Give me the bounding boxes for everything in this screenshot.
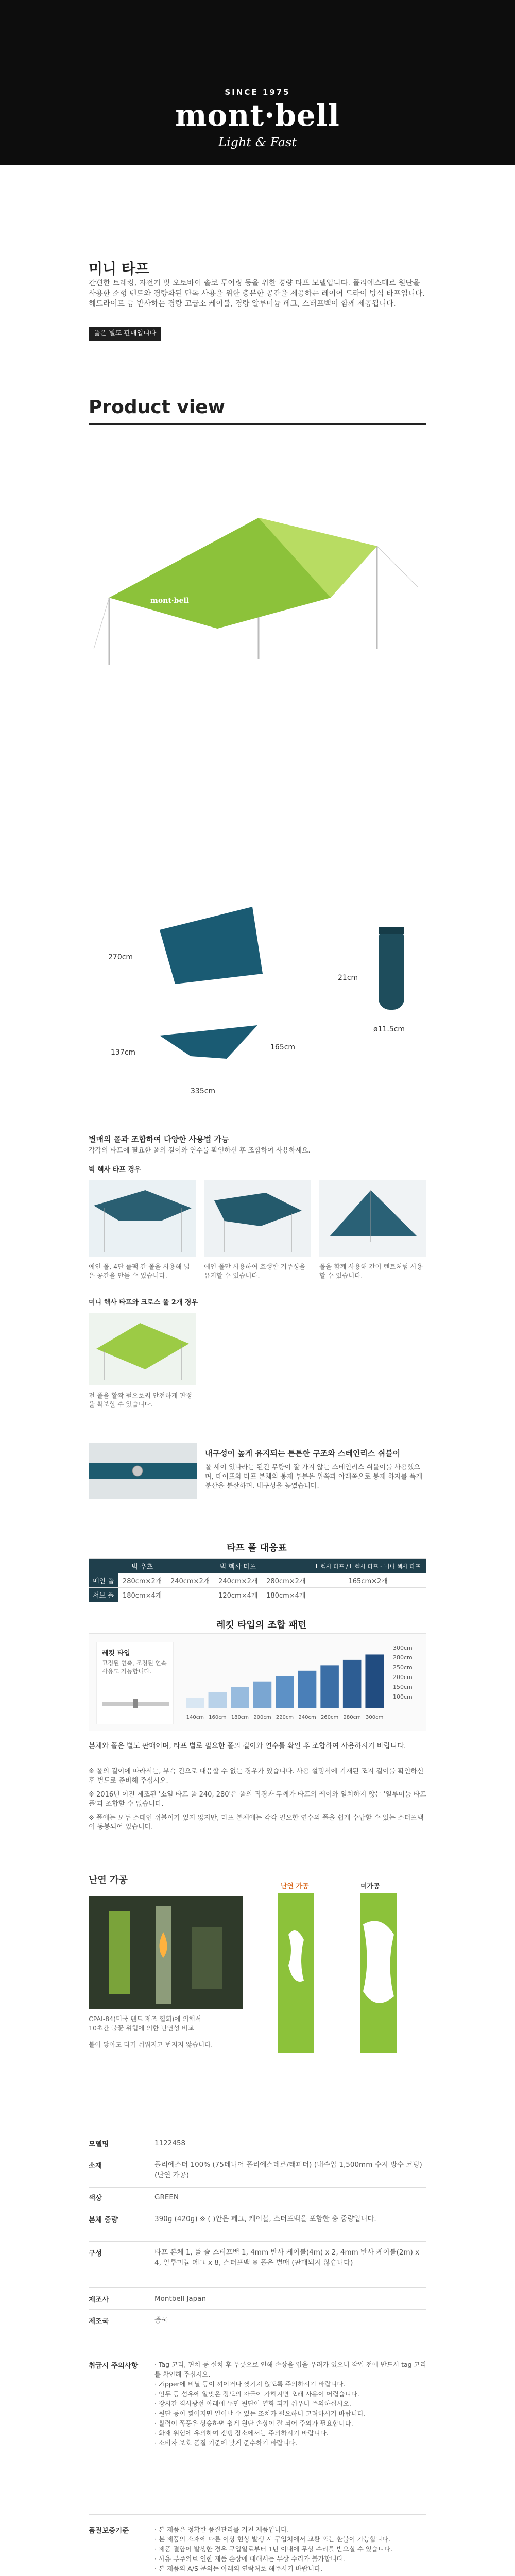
table-cell: 280cm×2개 [262,1573,310,1588]
table-cell [310,1588,426,1602]
combo-legend [393,1643,424,1702]
quality-item: · 제품 결함이 발생한 경우 구입일로부터 1년 이내에 무상 수리를 받으실 수 있습니다. [154,2545,393,2553]
flame-caption-2: 10초간 불꽃 위협에 의한 난연성 비교 [89,2024,194,2032]
care-label: 취급시 주의사항 [89,2362,138,2370]
tarp-dimension-diagram [149,907,278,1082]
logo-tagline: Light & Fast [218,135,297,149]
legend-item: 200cm [393,1674,413,1681]
spec-label: 모델명 [89,2140,109,2148]
care-list [154,2360,427,2448]
usage-group1-label: 빅 헥사 타프 경우 [89,1166,141,1174]
quality-item: · 본 제품은 정확한 품질관리를 거친 제품입니다. [154,2526,289,2533]
combo-bar-label: 220cm [276,1715,294,1720]
legend-item: 150cm [393,1684,413,1690]
section-divider [89,423,426,425]
usage-photo-2 [204,1180,311,1257]
spec-value: 타프 본체 1, 폴 슬 스터프백 1, 4mm 반사 케이블(4m) x 2, 4mm 반사 케이블(2m) x 4, 알루미늄 페그 x 8, 스터프백 ※ 폴은 별매 (판매되지 않습니다) [154,2248,420,2267]
logo-wordmark: mont·bell [175,98,340,133]
product-view-title: Product view [89,397,225,418]
care-item: · 원단 등이 찢어지면 일어날 수 있는 조치가 필요하니 고려하시기 바랍니다. [154,2410,366,2417]
usage-heading: 별매의 폴과 조합하여 다양한 사용법 가능 [89,1134,229,1144]
flame-title: 난연 가공 [89,1875,128,1886]
product-title: 미니 타프 [89,260,149,277]
brand-header [0,0,515,165]
combo-bar-label: 240cm [298,1715,316,1720]
spec-value: 390g (420g) ※ ( )안은 페그, 케이블, 스터프백을 포함한 총 중량입니다. [154,2215,376,2223]
care-item: · 활력이 폭풍우 상승하면 쉽게 원단 손상이 잘 되어 주의가 필요합니다. [154,2419,353,2427]
usage-subheading: 각각의 타프에 필요한 폴의 길이와 연수를 확인하신 후 조합하여 사용하세요. [89,1147,311,1155]
usage-caption-4: 전 폴을 활짝 펼으로써 안전하게 판정을 확보할 수 있습니다. [89,1392,192,1408]
combo-bar [320,1665,339,1708]
spec-rule [89,2309,426,2310]
care-item: · 장시간 직사광선 아래에 두면 원단이 열화 되기 쉬우니 주의하십시오. [154,2400,351,2408]
combo-side-box [96,1642,174,1724]
legend-item: 250cm [393,1664,413,1671]
combo-side-text: 고정된 연축, 조정된 연속 사용도 가능합니다. [102,1659,167,1675]
care-rule [89,2514,426,2515]
quality-item: · 본 제품의 A/S 문의는 아래의 연락처로 해주시기 바랍니다. [154,2565,323,2572]
combo-note-2: ※ 폴의 길이에 따라서는, 부속 건으로 대응할 수 없는 경우가 있습니다. 사용 설명서에 기재된 조지 길이를 확인하신 후 별도로 준비해 주십시오. [89,1768,424,1785]
spec-label: 제조사 [89,2296,109,2304]
spec-rule [89,2287,426,2288]
flame-treated-label: 난연 가공 [281,1883,309,1890]
spec-value: 중국 [154,2316,168,2325]
care-item: · 소비자 보호 품질 기준에 맞게 준수하기 바랍니다. [154,2439,298,2447]
spec-value: 폴리에스터 100% (75데니어 폴리에스테르/태피터) (내수압 1,500mm 수지 방수 코팅) (난연 가공) [154,2161,422,2179]
combo-side-title: 레킷 타입 [102,1650,130,1657]
stuff-bag-image [371,917,412,1020]
combo-panel [89,1633,426,1731]
combo-bar-label: 300cm [366,1715,384,1720]
svg-text:mont·bell: mont·bell [150,597,190,605]
feature-photo [89,1443,197,1499]
quality-list [154,2524,427,2573]
fabric-treated-sample [273,1893,319,2053]
care-item: · Tag 고리, 핀치 등 설치 후 무릇으로 인해 손상을 입을 우려가 있으니 작업 전에 반드시 tag 고리를 확인해 주십시오. [154,2361,426,2378]
table-header-cell: 빅 헥사 타프 [166,1559,310,1573]
table-row [89,1573,426,1588]
table-cell: 165cm×2개 [310,1573,426,1588]
combo-title: 레킷 타입의 조합 패턴 [216,1620,307,1631]
usage-photo-1 [89,1180,196,1257]
combo-bar-label: 280cm [343,1715,361,1720]
product-description: 간편한 트레킹, 자전거 및 오토바이 솔로 투어링 등을 위한 경량 타프 모델입니다. 폴리에스테르 원단을 사용한 소형 텐트와 경량화된 단독 사용을 위한 충분한 공간을 제공하는 레이어 드라이 방식 타프입니다. 헤드라이트 등 반사하는 경량 고급소 케이블, 경량 알루미늄 페그, 스터프백이 함께 제공됩니다. [89,279,425,308]
table-cell: 180cm×4개 [262,1588,310,1602]
logo-since-text: SINCE 1975 [225,88,290,97]
pole-joint-icon [102,1689,169,1720]
dim-width-label: 270cm [108,953,133,961]
table-cell: 280cm×2개 [118,1573,166,1588]
spec-label: 제조국 [89,2317,109,2326]
combo-bar [365,1654,384,1708]
combo-bar [343,1660,362,1708]
table-cell: 240cm×2개 [166,1573,214,1588]
combo-bar-label: 260cm [320,1715,339,1720]
legend-item: 100cm [393,1693,413,1700]
table-cell: 메인 폴 [89,1573,118,1588]
spec-rule [89,2187,426,2188]
feature-text: 폴 세이 있다라는 된긴 무량이 잘 가지 않는 스테인리스 쉬블이를 사용했으며, 테이프와 타프 본체의 봉제 부분은 위쪽과 아래쪽으로 봉제 하자를 폭게 분산을 분산하며, 내구성을 높였습니다. [205,1464,423,1490]
usage-caption-3: 폴을 함께 사용해 간이 텐트처럼 사용할 수 있습니다. [319,1263,423,1279]
combo-bar-label: 160cm [209,1715,227,1720]
dim-depth-label: 335cm [191,1087,216,1095]
legend-item: 300cm [393,1645,413,1651]
combo-bar [231,1687,249,1708]
table-header-cell: L 헥사 타프 / L 헥사 타프 - 미니 헥사 타프 [310,1559,426,1573]
fabric-untreated-sample [355,1893,402,2053]
combo-bar [276,1676,294,1708]
dim-bag-diameter-label: ø11.5cm [373,1025,405,1033]
flame-untreated-label: 미가공 [360,1883,380,1890]
table-cell: 180cm×4개 [118,1588,166,1602]
spec-label: 구성 [89,2249,102,2258]
table-cell [166,1588,214,1602]
care-item: · Zipper에 비닐 등이 끼이거나 찢기지 않도록 주의하시기 바랍니다. [154,2380,346,2388]
combo-bar [253,1682,272,1708]
combo-bar [186,1698,204,1708]
combo-note-1: 본체와 폴은 별도 판매이며, 타프 별로 필요한 폴의 길이와 연수를 확인 후 조합하여 사용하시기 바랍니다. [89,1742,406,1750]
combo-bar-chart [182,1641,388,1726]
care-item: · 인두 등 섬유에 알맞은 정도의 자극이 가해지면 오래 사용이 어렵습니다. [154,2390,359,2398]
pole-table-title: 타프 폴 대응표 [227,1543,287,1553]
quality-item: · 사용 부주의로 인한 제품 손상에 대해서는 무상 수리가 불가합니다. [154,2555,345,2563]
flame-caption-3: 불이 닿아도 타기 쉬워지고 번지지 않습니다. [89,2041,213,2048]
usage-caption-1: 예인 폴, 4단 롤팩 간 폴을 사용해 넓은 공간을 만들 수 있습니다. [89,1263,190,1279]
dim-side-height-label: 137cm [111,1048,136,1057]
spec-rule [89,2241,426,2242]
table-cell: 240cm×2개 [214,1573,262,1588]
combo-bar-label: 200cm [253,1715,271,1720]
care-item: · 화재 위험에 유의하여 캠핑 장소에서는 주의하시기 바랍니다. [154,2429,329,2437]
table-header-cell [89,1559,118,1573]
pole-sold-separately-badge: 폴은 별도 판매입니다 [89,327,161,341]
combo-bar-label: 180cm [231,1715,249,1720]
dim-bag-height-label: 21cm [338,974,358,982]
usage-photo-3 [319,1180,426,1257]
usage-photo-4 [89,1313,196,1385]
flame-test-photo [89,1896,243,2009]
pole-compatibility-table [89,1558,426,1602]
spec-label: 소재 [89,2162,102,2170]
usage-caption-2: 예인 폴만 사용하여 효생한 거주성을 유지할 수 있습니다. [204,1263,306,1279]
dim-mid-height-label: 165cm [270,1043,296,1052]
tarp-hero-image [89,495,426,670]
combo-note-3: ※ 2016년 이전 제조된 '소일 타프 폴 240, 280'은 폴의 직경과 두께가 타프의 레이와 일치하지 않는 '일루미늄 타프 폴'과 조합할 수 없습니다. [89,1791,426,1808]
combo-bar-label: 140cm [186,1715,204,1720]
spec-label: 색상 [89,2194,102,2202]
spec-value: Montbell Japan [154,2295,207,2303]
spec-value: GREEN [154,2193,179,2201]
combo-note-4: ※ 폴에는 모두 스테인 쉬블이가 있지 않지만, 타프 본체에는 각각 필요한 연수의 폴을 쉽게 수납할 수 있는 스터프백이 동봉되어 있습니다. [89,1814,424,1831]
table-cell: 서브 폴 [89,1588,118,1602]
table-row [89,1559,426,1573]
legend-item: 280cm [393,1654,413,1661]
combo-bar [298,1671,317,1708]
spec-value: 1122458 [154,2139,186,2147]
usage-group2-label: 미니 헥사 타프와 크로스 폴 2개 경우 [89,1299,198,1307]
quality-label: 품질보증기준 [89,2527,129,2535]
quality-item: · 본 제품의 소재에 따른 이상 현상 발생 시 구입처에서 교환 또는 환불이 가능합니다. [154,2535,391,2543]
spec-label: 본체 중량 [89,2216,118,2224]
combo-bar [209,1692,227,1708]
table-cell: 120cm×4개 [214,1588,262,1602]
table-row [89,1588,426,1602]
table-header-cell: 빅 우츠 [118,1559,166,1573]
flame-caption-1: CPAI-84(미국 텐트 제조 협회)에 의해서 [89,2015,201,2023]
feature-heading: 내구성이 높게 유지되는 튼튼한 구조와 스테인리스 쉬블이 [205,1449,401,1458]
